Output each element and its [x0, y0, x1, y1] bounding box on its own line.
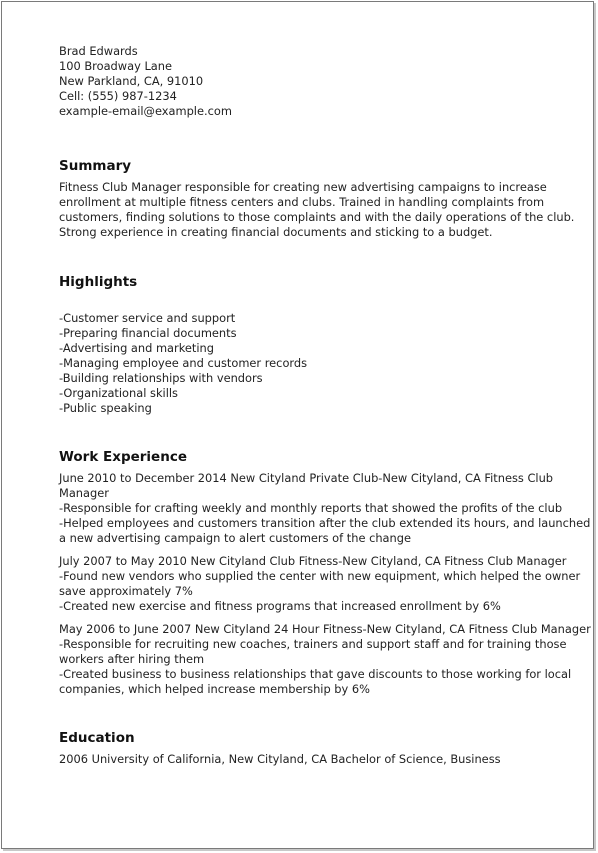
job-entry	[59, 554, 594, 614]
job-duty: -Responsible for recruiting new coaches, trainers and support staff and for training those workers after hiring them	[59, 637, 567, 666]
resume-content	[59, 44, 594, 767]
summary-heading: Summary	[59, 158, 132, 174]
contact-street: 100 Broadway Lane	[59, 59, 172, 73]
contact-name: Brad Edwards	[59, 44, 138, 58]
education-section	[59, 730, 594, 767]
job-entry	[59, 471, 594, 546]
job-duty: -Created business to business relationships that gave discounts to those working for local companies, which helped increase membership by 6%	[59, 667, 572, 696]
job-entry	[59, 622, 594, 697]
job-duty: -Found new vendors who supplied the center with new equipment, which helped the owner save approximately 7%	[59, 569, 581, 598]
experience-section	[59, 449, 594, 697]
contact-phone: Cell: (555) 987-1234	[59, 89, 177, 103]
highlight-item: -Preparing financial documents	[59, 326, 237, 340]
summary-text: Fitness Club Manager responsible for creating new advertising campaigns to increase enrollment at multiple fitness centers and clubs. Trained in handling complaints from customers, finding solutions to those complaints and with the daily operations of the club. Strong experience in creating financial documents and sticking to a budget.	[59, 180, 575, 239]
education-text: 2006 University of California, New Cityland, CA Bachelor of Science, Business	[59, 752, 501, 766]
education-heading: Education	[59, 730, 135, 746]
job-duty: -Created new exercise and fitness programs that increased enrollment by 6%	[59, 599, 501, 613]
job-title: May 2006 to June 2007 New Cityland 24 Hour Fitness-New Cityland, CA Fitness Club Manager	[59, 622, 591, 636]
experience-heading: Work Experience	[59, 449, 187, 465]
highlights-list	[59, 311, 594, 416]
job-title: June 2010 to December 2014 New Cityland Private Club-New Cityland, CA Fitness Club Manager	[59, 471, 554, 500]
highlights-heading: Highlights	[59, 274, 138, 290]
contact-city: New Parkland, CA, 91010	[59, 74, 204, 88]
job-duty: -Responsible for crafting weekly and monthly reports that showed the profits of the club	[59, 501, 563, 515]
job-duty: -Helped employees and customers transition after the club extended its hours, and launched a new advertising campaign to alert customers of the change	[59, 516, 591, 545]
summary-section	[59, 158, 594, 240]
contact-email: example-email@example.com	[59, 104, 232, 118]
highlight-item: -Organizational skills	[59, 386, 178, 400]
resume-page	[1, 1, 594, 849]
highlight-item: -Public speaking	[59, 401, 152, 415]
highlight-item: -Advertising and marketing	[59, 341, 215, 355]
contact-block	[59, 44, 594, 119]
highlight-item: -Building relationships with vendors	[59, 371, 263, 385]
highlight-item: -Managing employee and customer records	[59, 356, 308, 370]
job-title: July 2007 to May 2010 New Cityland Club Fitness-New Cityland, CA Fitness Club Manager	[59, 554, 567, 568]
highlight-item: -Customer service and support	[59, 311, 236, 325]
highlights-section	[59, 274, 594, 416]
